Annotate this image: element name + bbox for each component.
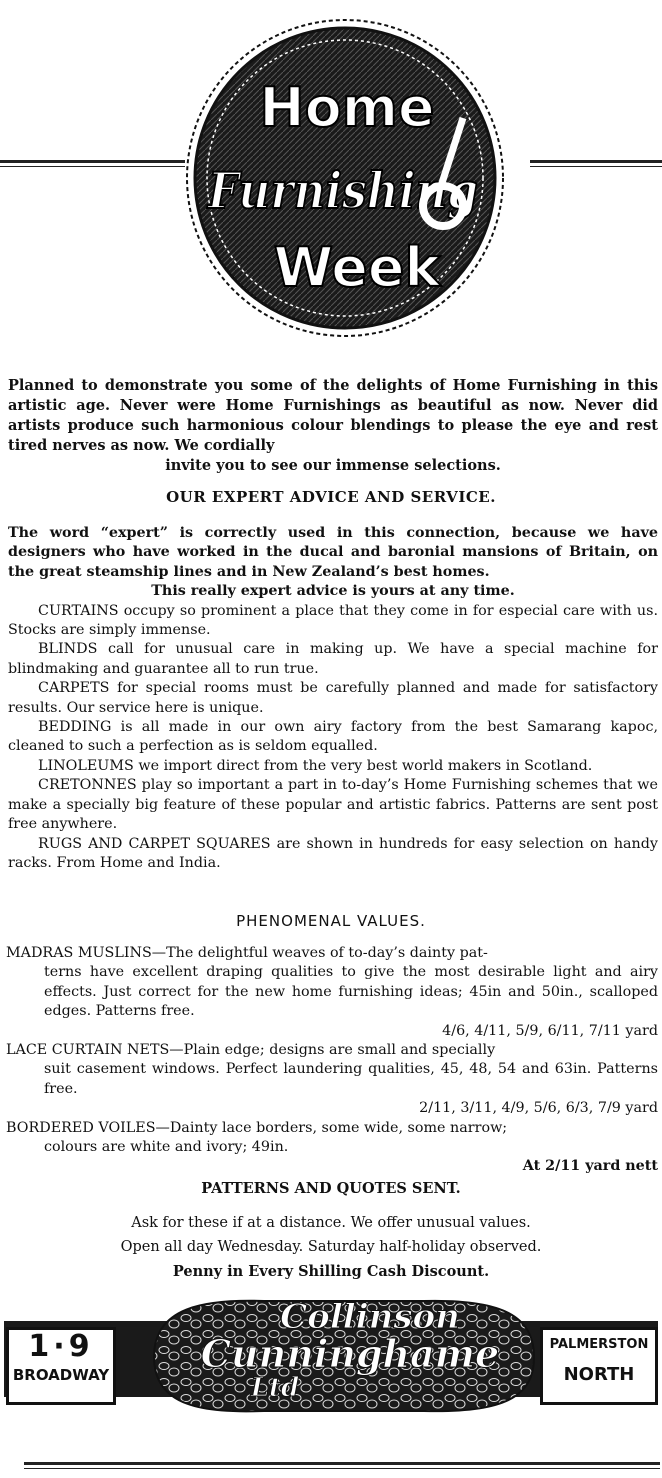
badge-word-home: Home xyxy=(259,76,435,139)
value-item-price: 4/6, 4/11, 5/9, 6/11, 7/11 yard xyxy=(442,1022,658,1039)
values-list xyxy=(6,944,658,1177)
expert-advice-body xyxy=(8,524,658,873)
blinds-paragraph: BLINDS call for unusual care in making up. We have a special machine for blindmaking and guarantee all to run true. xyxy=(8,641,658,677)
header-rule-left xyxy=(0,160,185,163)
city-line1: PALMERSTON xyxy=(549,1337,649,1352)
closing-line-distance: Ask for these if at a distance. We offer unusual values. xyxy=(131,1215,531,1231)
home-furnishing-week-badge xyxy=(175,18,515,338)
patterns-quotes-heading: PATTERNS AND QUOTES SENT. xyxy=(201,1180,461,1197)
value-item-description: terns have excellent draping qualities to give the most desirable light and airy effects. Just correct for the new home furnishing ideas; 45in and 50in., scalloped edges. Patterns free. xyxy=(44,964,658,1020)
value-item-lead: MADRAS MUSLINS—The delightful weaves of to-day’s dainty pat- xyxy=(6,945,488,961)
header-rule-right xyxy=(530,160,662,163)
firm-name-script xyxy=(160,1297,540,1408)
value-item-description: colours are white and ivory; 49in. xyxy=(44,1139,289,1156)
closing-line-hours: Open all day Wednesday. Saturday half-holiday observed. xyxy=(120,1239,542,1255)
firm-name-line2: Cunninghame xyxy=(200,1331,500,1376)
header-rule-right-thin xyxy=(530,166,662,167)
firm-name-line3: Ltd xyxy=(250,1373,300,1403)
closing-line-discount: Penny in Every Shilling Cash Discount. xyxy=(172,1263,490,1280)
intro-text: Planned to demonstrate you some of the delights of Home Furnishing in this artistic age. Never were Home Furnishings as beautiful as now. Never did artists produce such harmonious colour blendings to please the eye and rest tired nerves as now. We cordially xyxy=(8,377,658,454)
curtains-paragraph: CURTAINS occupy so prominent a place that they come in for especial care with us. Stocks are simply immense. xyxy=(8,602,658,639)
street-name: BROADWAY xyxy=(12,1366,110,1384)
bottom-rule xyxy=(24,1462,660,1465)
address-box-left xyxy=(6,1327,116,1405)
expert-advice-heading: OUR EXPERT ADVICE AND SERVICE. xyxy=(166,488,496,506)
address-box-right xyxy=(540,1327,658,1405)
city-line2: NORTH xyxy=(563,1364,635,1385)
carpets-paragraph: CARPETS for special rooms must be carefully planned and made for satisfactory results. Our service here is unique. xyxy=(8,680,658,716)
cretonnes-paragraph: CRETONNES play so important a part in to-day’s Home Furnishing schemes that we make a specially big feature of these popular and artistic fabrics. Patterns are sent post free anywhere. xyxy=(8,777,658,833)
value-item-description: suit casement windows. Perfect laundering qualities, 45, 48, 54 and 63in. Patterns free. xyxy=(44,1061,658,1097)
intro-last-line: invite you to see our immense selections. xyxy=(165,457,501,474)
value-item-lead: BORDERED VOILES—Dainty lace borders, some wide, some narrow; xyxy=(6,1119,508,1136)
expert-paragraph-last-line: This really expert advice is yours at any time. xyxy=(151,583,515,600)
rugs-paragraph: RUGS AND CARPET SQUARES are shown in hundreds for easy selection on handy racks. From Home and India. xyxy=(8,835,658,871)
value-item-voiles xyxy=(6,1119,658,1177)
value-item-price: At 2/11 yard nett xyxy=(522,1158,658,1175)
street-number: 1·9 xyxy=(28,1329,94,1364)
firm-name-line1: Collinson xyxy=(280,1297,460,1337)
value-item-lead: LACE CURTAIN NETS—Plain edge; designs are small and specially xyxy=(6,1042,496,1059)
bottom-rule-thin xyxy=(24,1468,660,1469)
phenomenal-values-heading: PHENOMENAL VALUES. xyxy=(236,912,426,930)
value-item-madras xyxy=(6,944,658,1041)
value-item-price: 2/11, 3/11, 4/9, 5/6, 6/3, 7/9 yard xyxy=(419,1100,658,1117)
value-item-lace xyxy=(6,1041,658,1119)
linoleums-paragraph: LINOLEUMS we import direct from the very best world makers in Scotland. xyxy=(38,757,593,774)
badge-word-week: Week xyxy=(273,236,441,299)
intro-paragraph xyxy=(8,376,658,476)
badge-word-furnishing: Furnishing xyxy=(206,161,478,220)
bedding-paragraph: BEDDING is all made in our own airy factory from the best Samarang kapoc, cleaned to such a perfection as is seldom equalled. xyxy=(8,719,658,755)
closing-block xyxy=(0,1180,662,1288)
expert-paragraph: The word “expert” is correctly used in this connection, because we have designers who have worked in the ducal and baronial mansions of Britain, on the great steamship lines and in New Zealand’s best homes. xyxy=(8,525,658,580)
header-rule-left-thin xyxy=(0,166,185,167)
